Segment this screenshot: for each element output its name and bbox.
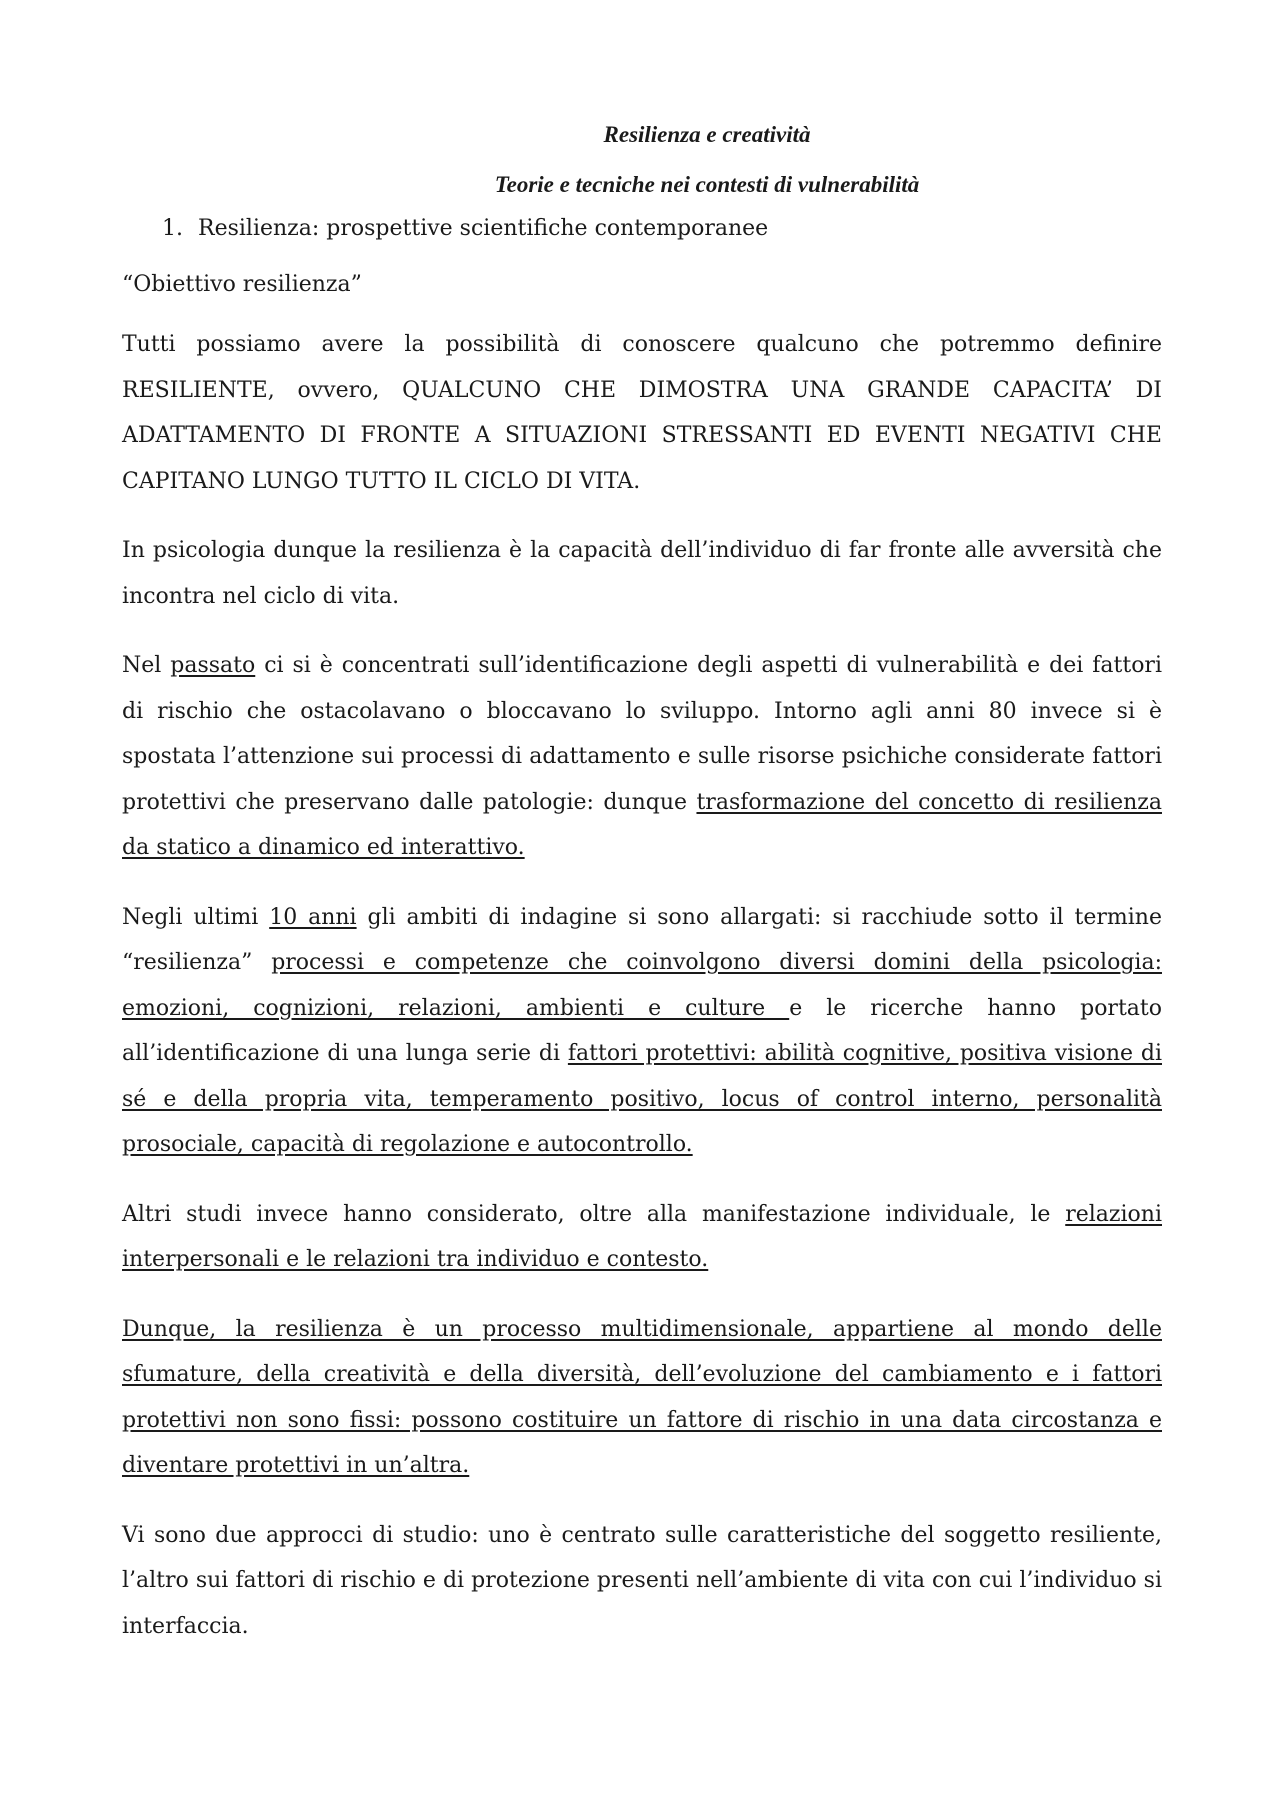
paragraph-4-underline-1: 10 anni <box>269 904 357 930</box>
paragraph-4 <box>122 895 1162 1168</box>
paragraph-4-underline-3: fattori protettivi: abilità cognitive, positiva visione di sé e della propria vita, temperamento positivo, locus of control interno, personalità prosociale, capacità di regolazione e autocontrollo. <box>122 1041 1162 1157</box>
paragraph-7-text: Vi sono due approcci di studio: uno è centrato sulle caratteristiche del soggetto resiliente, l’altro sui fattori di rischio e di protezione presenti nell’ambiente di vita con cui l’individuo si interfaccia. <box>122 1522 1162 1639</box>
section-title: Resilienza: prospettive scientifiche contemporanee <box>198 216 769 241</box>
paragraph-6-underline-1: Dunque, la resilienza è un processo multidimensionale, appartiene al mondo delle sfumature, della creatività e della diversità, dell’evoluzione del cambiamento e i fattori protettivi non sono fissi: possono costituire un fattore di rischio in una data circostanza e diventare protettivi in un’altra. <box>122 1316 1162 1478</box>
paragraph-3 <box>122 643 1162 871</box>
paragraph-4-text-b: gli ambiti di indagine si sono allargati: si racchiude sotto il termine “resilienza” <box>122 904 1162 975</box>
paragraph-4-text-c: e le ricerche hanno portato all’identificazione di una lunga serie di <box>122 995 1162 1066</box>
document-title: Resilienza e creatività <box>603 122 811 147</box>
paragraph-7 <box>122 1513 1162 1650</box>
paragraph-1 <box>122 322 1162 504</box>
paragraph-3-underline-2: trasformazione del concetto di resilienza da statico a dinamico ed interattivo. <box>122 789 1162 860</box>
paragraph-5-text-a: Altri studi invece hanno considerato, oltre alla manifestazione individuale, le <box>122 1201 1066 1227</box>
section-number: 1. <box>162 216 183 241</box>
document-subtitle: Teorie e tecniche nei contesti di vulnerabilità <box>494 172 920 197</box>
paragraph-1-text: Tutti possiamo avere la possibilità di conoscere qualcuno che potremmo definire RESILIENTE, ovvero, QUALCUNO CHE DIMOSTRA UNA GRANDE CAPACITA’ DI ADATTAMENTO DI FRONTE A SITUAZIONI STRESSANTI ED EVENTI NEGATIVI CHE CAPITANO LUNGO TUTTO IL CICLO DI VITA. <box>122 332 1162 494</box>
paragraph-2-text: In psicologia dunque la resilienza è la capacità dell’individuo di far fronte alle avversità che incontra nel ciclo di vita. <box>122 538 1162 609</box>
paragraph-2 <box>122 528 1162 619</box>
paragraph-3-text-a: Nel <box>122 653 171 678</box>
paragraph-5 <box>122 1192 1162 1283</box>
quote-heading: “Obiettivo resilienza” <box>122 272 362 297</box>
paragraph-6 <box>122 1307 1162 1489</box>
paragraph-4-underline-2: processi e competenze che coinvolgono diversi domini della psicologia: emozioni, cognizioni, relazioni, ambienti e culture <box>122 950 1162 1021</box>
paragraph-3-underline-1: passato <box>170 653 256 678</box>
section-heading <box>122 212 1162 246</box>
paragraph-4-text-a: Negli ultimi <box>122 904 270 930</box>
document-page <box>122 118 1162 1649</box>
paragraph-5-underline-1: relazioni interpersonali e le relazioni tra individuo e contesto. <box>122 1201 1162 1272</box>
paragraph-3-text-b: ci si è concentrati sull’identificazione degli aspetti di vulnerabilità e dei fattori di rischio che ostacolavano o bloccavano lo sviluppo. Intorno agli anni 80 invece si è spostata l’attenzione sui processi di adattamento e sulle risorse psichiche considerate fattori protettivi che preservano dalle patologie: dunque <box>122 653 1162 815</box>
